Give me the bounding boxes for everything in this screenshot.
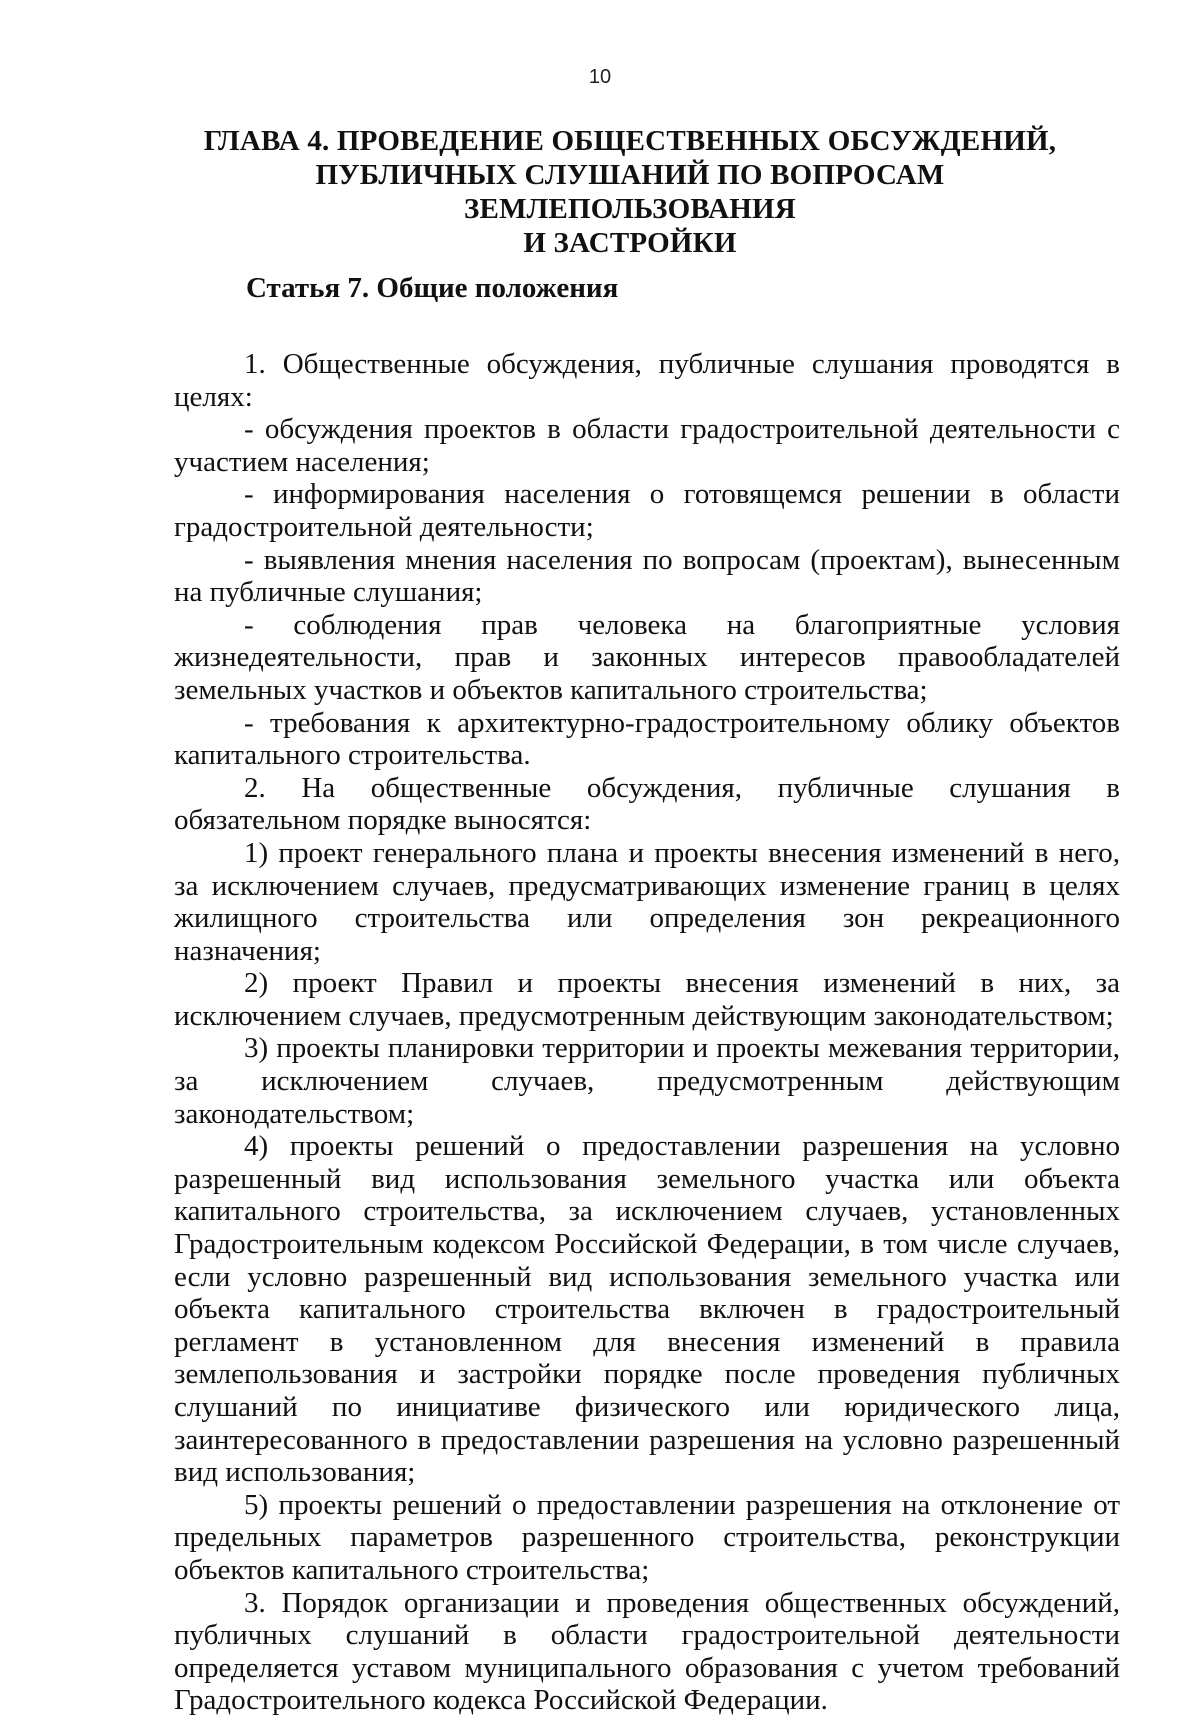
chapter-title-line: ГЛАВА 4. ПРОВЕДЕНИЕ ОБЩЕСТВЕННЫХ ОБСУЖДЕНИЙ, xyxy=(203,125,1057,157)
article-body xyxy=(174,348,1120,1717)
paragraph: - информирования населения о готовящемся решении в области градостроительной деятельности; xyxy=(174,478,1120,543)
paragraph: 2) проект Правил и проекты внесения изменений в них, за исключением случаев, предусмотренным действующим законодательством; xyxy=(174,967,1120,1032)
paragraph: - выявления мнения населения по вопросам (проектам), вынесенным на публичные слушания; xyxy=(174,543,1120,609)
paragraph: - соблюдения прав человека на благоприятные условия жизнедеятельности, прав и законных интересов правообладателей земельных участков и объектов капитального строительства; xyxy=(174,608,1120,706)
paragraph: 3. Порядок организации и проведения общественных обсуждений, публичных слушаний в области градостроительной деятельности определяется уставом муниципального образования с учетом требований Градостроительного кодекса Российской Федерации. xyxy=(174,1586,1120,1717)
paragraph: 1. Общественные обсуждения, публичные слушания проводятся в целях: xyxy=(174,348,1120,413)
paragraph: 5) проекты решений о предоставлении разрешения на отклонение от предельных параметров разрешенного строительства, реконструкции объектов капитального строительства; xyxy=(174,1488,1120,1586)
paragraph: - требования к архитектурно-градостроительному облику объектов капитального строительства. xyxy=(174,706,1120,772)
paragraph: 4) проекты решений о предоставлении разрешения на условно разрешенный вид использования земельного участка или объекта капитального строительства, за исключением случаев, установленных Градостроительным кодексом Российской Федерации, в том числе случаев, если условно разрешенный вид использования земельного участка или объекта капитального строительства включен в градостроительный регламент в установленном для внесения изменений в правила землепользования и застройки порядке после проведения публичных слушаний по инициативе физического или юридического лица, заинтересованного в предоставлении разрешения на условно разрешенный вид использования; xyxy=(174,1130,1120,1489)
paragraph: 1) проект генерального плана и проекты внесения изменений в него, за исключением случаев, предусматривающих изменение границ в целях жилищного строительства или определения зон рекреационного назначения; xyxy=(174,836,1120,967)
page-number: 10 xyxy=(588,66,612,88)
paragraph: 2. На общественные обсуждения, публичные слушания в обязательном порядке выносятся: xyxy=(174,771,1120,837)
chapter-title-line: ПУБЛИЧНЫХ СЛУШАНИЙ ПО ВОПРОСАМ ЗЕМЛЕПОЛЬЗОВАНИЯ xyxy=(315,159,945,225)
article-title: Статья 7. Общие положения xyxy=(246,272,619,304)
paragraph: - обсуждения проектов в области градостроительной деятельности с участием населения; xyxy=(174,413,1120,478)
paragraph: 3) проекты планировки территории и проекты межевания территории, за исключением случаев, предусмотренным действующим законодательством; xyxy=(174,1032,1120,1130)
chapter-title xyxy=(150,124,1110,260)
chapter-title-line: И ЗАСТРОЙКИ xyxy=(523,227,737,259)
